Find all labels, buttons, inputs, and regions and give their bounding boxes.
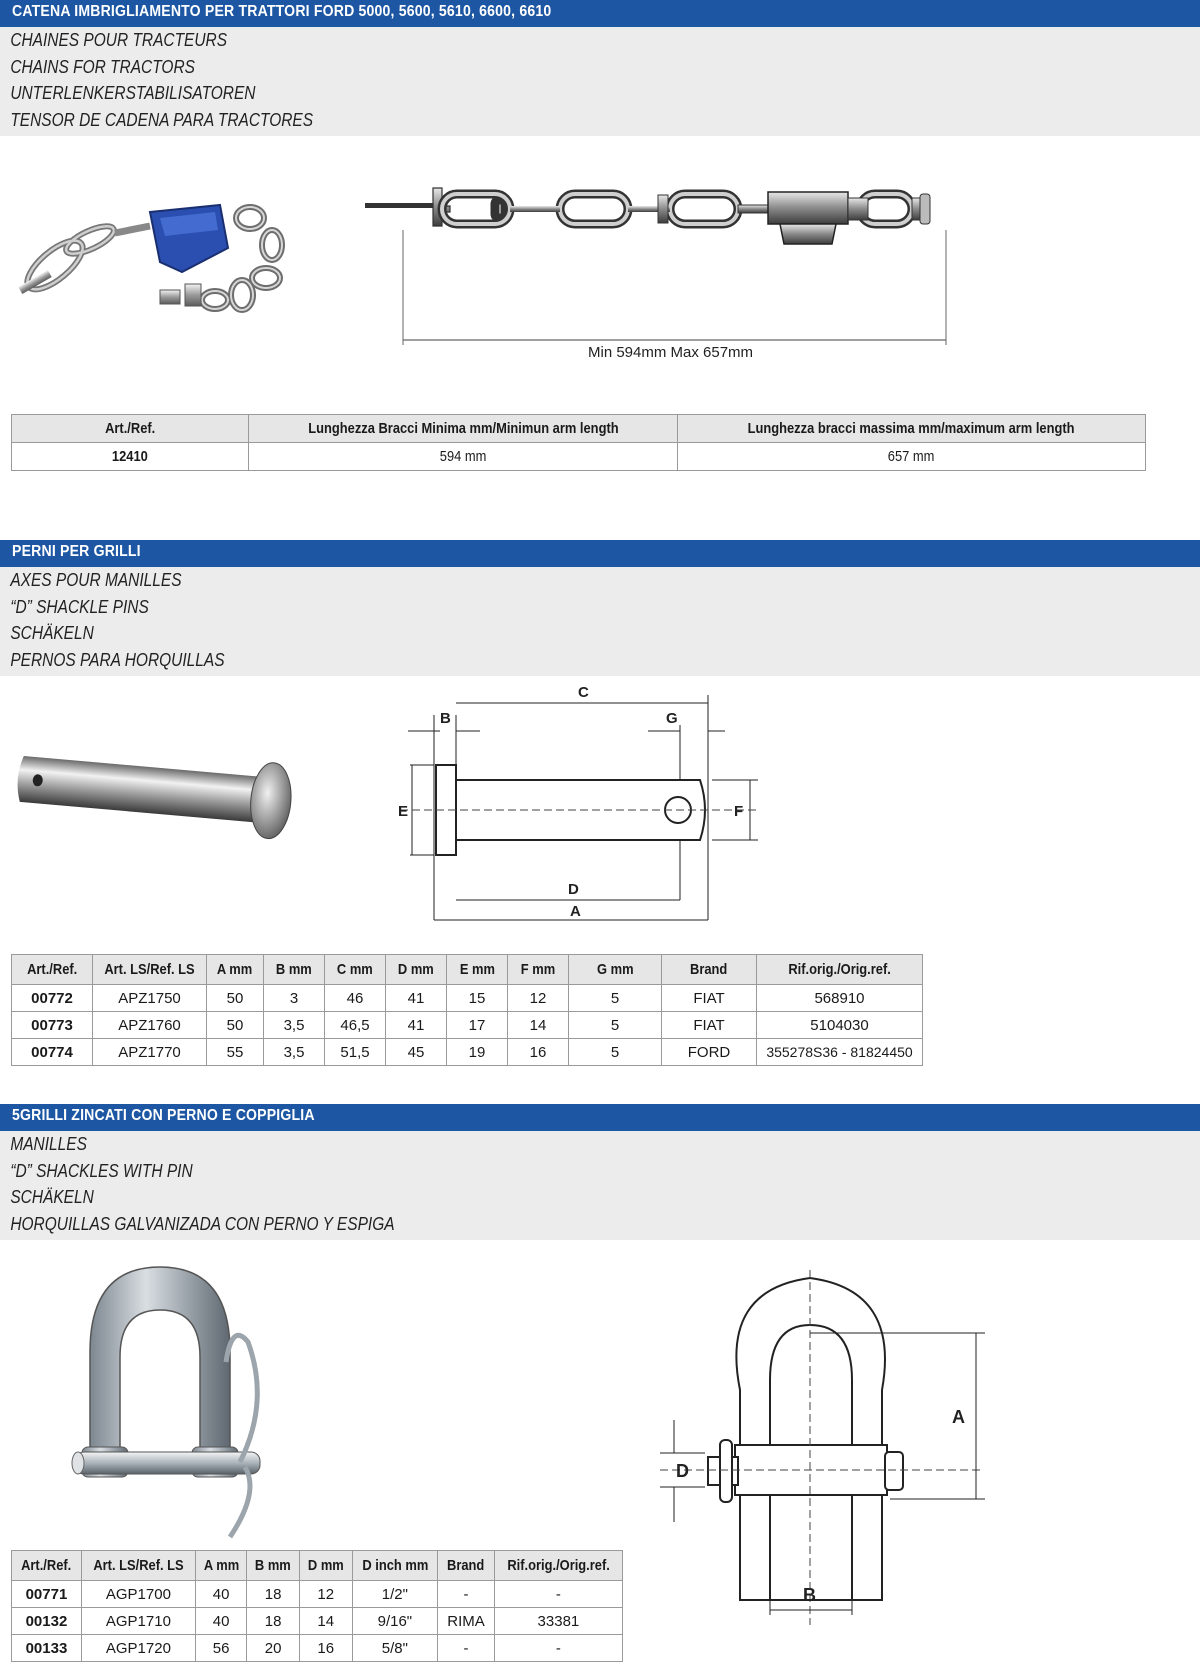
section2-subtitles bbox=[0, 567, 1200, 676]
table-row bbox=[12, 1608, 623, 1635]
table-cell: 355278S36 - 81824450 bbox=[757, 1039, 923, 1066]
table-cell: AGP1700 bbox=[81, 1581, 195, 1608]
table-header-cell: Brand bbox=[438, 1551, 495, 1581]
section1-subtitles bbox=[0, 27, 1200, 136]
subtitle: PERNOS PARA HORQUILLAS bbox=[10, 649, 225, 670]
table-cell: APZ1750 bbox=[93, 985, 207, 1012]
table-cell: 20 bbox=[247, 1635, 300, 1662]
table-cell: 5/8" bbox=[352, 1635, 438, 1662]
table-cell: 33381 bbox=[494, 1608, 622, 1635]
subtitle: SCHÄKELN bbox=[10, 623, 94, 643]
table-cell: FORD bbox=[662, 1039, 757, 1066]
dimension-letter-b: B bbox=[803, 1585, 816, 1605]
table-cell: 5 bbox=[569, 1039, 662, 1066]
table-header-cell: D mm bbox=[299, 1551, 352, 1581]
table-header-cell: B mm bbox=[264, 955, 325, 985]
table-cell: APZ1770 bbox=[93, 1039, 207, 1066]
galvanized-shackle-photo bbox=[70, 1262, 290, 1547]
subtitle: CHAINES POUR TRACTEURS bbox=[10, 30, 228, 50]
table-cell: FIAT bbox=[662, 985, 757, 1012]
table-header-cell: Art./Ref. bbox=[12, 415, 249, 443]
subtitle: UNTERLENKERSTABILISATOREN bbox=[10, 83, 256, 103]
table-cell: 12 bbox=[508, 985, 569, 1012]
table-cell: 3 bbox=[264, 985, 325, 1012]
table-cell: 45 bbox=[386, 1039, 447, 1066]
dimension-letter-f: F bbox=[734, 803, 744, 820]
dimension-letter-c: C bbox=[578, 684, 589, 701]
table-cell: 40 bbox=[195, 1608, 246, 1635]
table-cell: 12410 bbox=[12, 443, 249, 471]
section1-header bbox=[0, 0, 1200, 28]
section1-table bbox=[11, 414, 1146, 471]
section3-subtitles bbox=[0, 1131, 1200, 1240]
table-cell: APZ1760 bbox=[93, 1012, 207, 1039]
chain-dimension-drawing bbox=[360, 170, 1000, 370]
table-header-cell: G mm bbox=[569, 955, 662, 985]
table-cell: 55 bbox=[207, 1039, 264, 1066]
table-cell: 9/16" bbox=[352, 1608, 438, 1635]
subtitle: AXES POUR MANILLES bbox=[10, 570, 182, 590]
table-cell: 3,5 bbox=[264, 1039, 325, 1066]
table-header-cell: C mm bbox=[325, 955, 386, 985]
table-header-cell: E mm bbox=[447, 955, 508, 985]
table-cell: 568910 bbox=[757, 985, 923, 1012]
table-cell: 1/2" bbox=[352, 1581, 438, 1608]
table-cell: 15 bbox=[447, 985, 508, 1012]
subtitle: SCHÄKELN bbox=[10, 1187, 94, 1207]
table-cell: 50 bbox=[207, 1012, 264, 1039]
table-cell: 594 mm bbox=[249, 443, 678, 471]
chain-length-label: Min 594mm Max 657mm bbox=[588, 344, 754, 361]
table-cell: 19 bbox=[447, 1039, 508, 1066]
table-cell: 41 bbox=[386, 1012, 447, 1039]
table-header-cell: D mm bbox=[386, 955, 447, 985]
chain-stabilizer-photo bbox=[10, 200, 300, 345]
table-row bbox=[12, 1039, 923, 1066]
table-cell: 00772 bbox=[12, 985, 93, 1012]
section2-table bbox=[11, 954, 923, 1066]
table-cell: 00771 bbox=[12, 1581, 82, 1608]
table-header-cell: Art./Ref. bbox=[12, 1551, 82, 1581]
table-cell: 51,5 bbox=[325, 1039, 386, 1066]
table-cell: 3,5 bbox=[264, 1012, 325, 1039]
table-cell: FIAT bbox=[662, 1012, 757, 1039]
table-cell: 18 bbox=[247, 1581, 300, 1608]
dimension-letter-b: B bbox=[440, 710, 451, 727]
table-cell: 46 bbox=[325, 985, 386, 1012]
table-row bbox=[12, 1012, 923, 1039]
table-cell: 16 bbox=[299, 1635, 352, 1662]
table-cell: AGP1720 bbox=[81, 1635, 195, 1662]
table-header-cell: Brand bbox=[662, 955, 757, 985]
table-header-cell: D inch mm bbox=[352, 1551, 438, 1581]
table-cell: 14 bbox=[508, 1012, 569, 1039]
table-header-cell: Art. LS/Ref. LS bbox=[93, 955, 207, 985]
dimension-letter-d: D bbox=[676, 1461, 689, 1481]
table-header-cell: A mm bbox=[195, 1551, 246, 1581]
section2-header bbox=[0, 540, 1200, 568]
table-header-cell: Art./Ref. bbox=[12, 955, 93, 985]
table-header-cell: B mm bbox=[247, 1551, 300, 1581]
table-cell: 17 bbox=[447, 1012, 508, 1039]
table-cell: 00773 bbox=[12, 1012, 93, 1039]
table-row bbox=[12, 985, 923, 1012]
table-row bbox=[12, 1581, 623, 1608]
table-cell: - bbox=[438, 1635, 495, 1662]
section3-table bbox=[11, 1550, 623, 1662]
table-row bbox=[12, 443, 1146, 471]
table-header-cell: Lunghezza Bracci Minima mm/Minimun arm length bbox=[249, 415, 678, 443]
dimension-letter-a: A bbox=[570, 903, 581, 920]
table-header-cell: A mm bbox=[207, 955, 264, 985]
table-cell: 50 bbox=[207, 985, 264, 1012]
section3-header bbox=[0, 1104, 1200, 1132]
table-cell: 00132 bbox=[12, 1608, 82, 1635]
table-cell: 657 mm bbox=[678, 443, 1146, 471]
table-header-row bbox=[12, 1551, 623, 1581]
dimension-letter-g: G bbox=[666, 710, 678, 727]
table-cell: 46,5 bbox=[325, 1012, 386, 1039]
subtitle: CHAINS FOR TRACTORS bbox=[10, 56, 195, 77]
section2-title: PERNI PER GRILLI bbox=[12, 543, 141, 560]
table-cell: 41 bbox=[386, 985, 447, 1012]
table-header-cell: Rif.orig./Orig.ref. bbox=[757, 955, 923, 985]
table-cell: 40 bbox=[195, 1581, 246, 1608]
table-cell: - bbox=[438, 1581, 495, 1608]
subtitle: TENSOR DE CADENA PARA TRACTORES bbox=[10, 109, 314, 130]
table-cell: - bbox=[494, 1581, 622, 1608]
section1-title: CATENA IMBRIGLIAMENTO PER TRATTORI FORD 5000, 5600, 5610, 6600, 6610 bbox=[12, 3, 552, 20]
table-row bbox=[12, 1635, 623, 1662]
table-header-row bbox=[12, 955, 923, 985]
table-cell: 14 bbox=[299, 1608, 352, 1635]
table-cell: 5104030 bbox=[757, 1012, 923, 1039]
subtitle: “D” SHACKLES WITH PIN bbox=[10, 1160, 193, 1181]
subtitle: HORQUILLAS GALVANIZADA CON PERNO Y ESPIGA bbox=[10, 1213, 395, 1234]
table-cell: 56 bbox=[195, 1635, 246, 1662]
section3-title: 5GRILLI ZINCATI CON PERNO E COPPIGLIA bbox=[12, 1107, 315, 1124]
shackle-pin-photo bbox=[8, 745, 298, 880]
dimension-letter-d: D bbox=[568, 881, 579, 898]
table-header-cell: Lunghezza bracci massima mm/maximum arm length bbox=[678, 415, 1146, 443]
dimension-letter-e: E bbox=[398, 803, 409, 820]
table-cell: 18 bbox=[247, 1608, 300, 1635]
subtitle: “D” SHACKLE PINS bbox=[10, 596, 149, 617]
table-cell: 12 bbox=[299, 1581, 352, 1608]
table-cell: 5 bbox=[569, 1012, 662, 1039]
table-cell: - bbox=[494, 1635, 622, 1662]
table-cell: AGP1710 bbox=[81, 1608, 195, 1635]
table-cell: 5 bbox=[569, 985, 662, 1012]
table-header-cell: Art. LS/Ref. LS bbox=[81, 1551, 195, 1581]
table-header-cell: Rif.orig./Orig.ref. bbox=[494, 1551, 622, 1581]
table-cell: 00774 bbox=[12, 1039, 93, 1066]
table-cell: 00133 bbox=[12, 1635, 82, 1662]
subtitle: MANILLES bbox=[10, 1134, 87, 1154]
dimension-letter-a: A bbox=[952, 1407, 965, 1427]
table-header-cell: F mm bbox=[508, 955, 569, 985]
shackle-dimension-drawing bbox=[660, 1270, 1000, 1635]
table-cell: 16 bbox=[508, 1039, 569, 1066]
table-cell: RIMA bbox=[438, 1608, 495, 1635]
shackle-pin-dimension-drawing bbox=[400, 675, 770, 935]
